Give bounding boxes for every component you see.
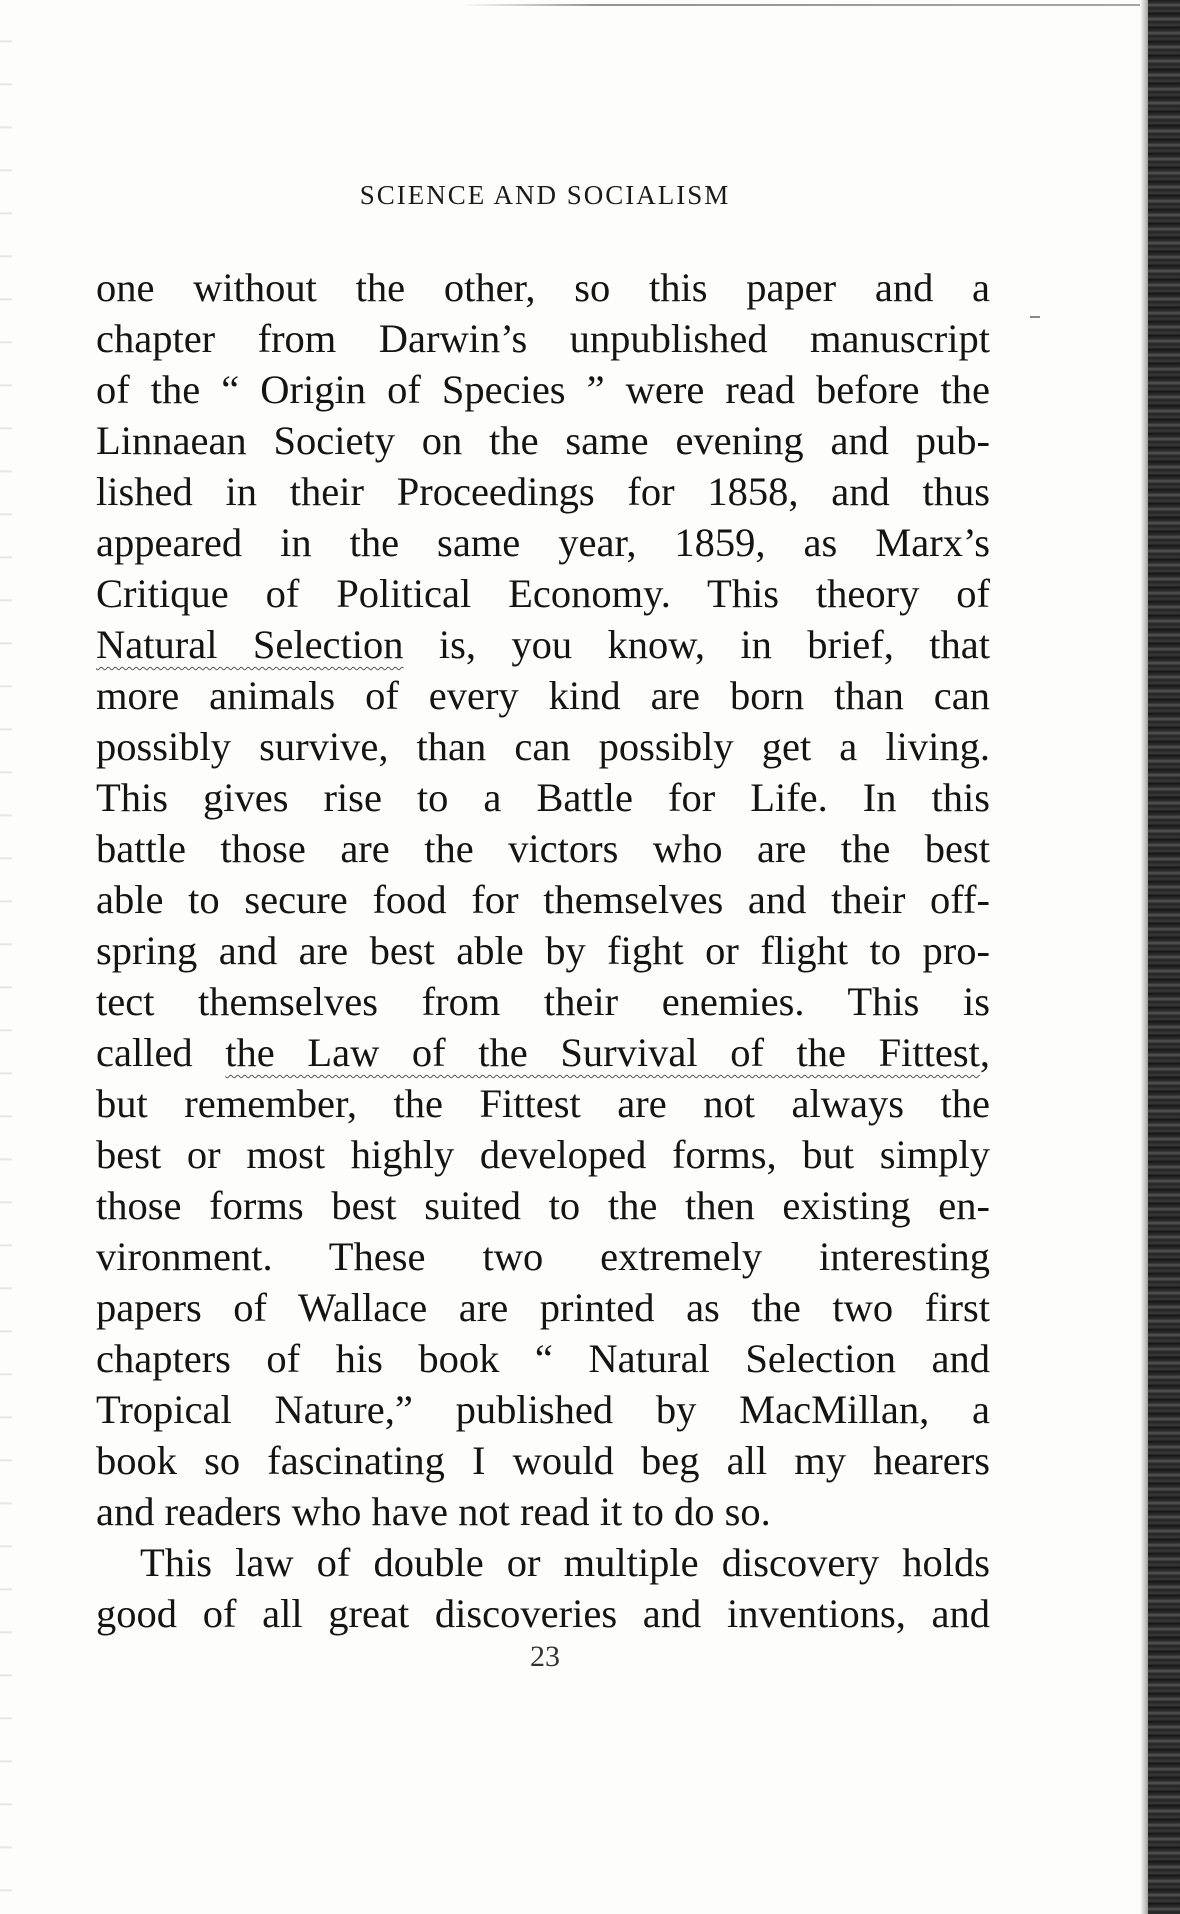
text-line: appeared in the same year, 1859, as Marx’s <box>96 520 990 565</box>
text-line: Critique of Political Economy. This theory of <box>96 571 990 616</box>
text-line: Tropical Nature,” published by MacMillan, a <box>96 1387 990 1432</box>
text-line: more animals of every kind are born than can <box>96 673 990 718</box>
text-line: and readers who have not read it to do so. <box>96 1489 771 1534</box>
text-line: Linnaean Society on the same evening and pub- <box>96 418 990 463</box>
text-line: possibly survive, than can possibly get a living. <box>96 724 990 769</box>
text-line: good of all great discoveries and inventions, and <box>96 1591 990 1636</box>
body-text <box>96 262 990 1639</box>
text-line: chapter from Darwin’s unpublished manuscript <box>96 316 990 361</box>
text-line: best or most highly developed forms, but simply <box>96 1132 990 1177</box>
text-line: able to secure food for themselves and their off- <box>96 877 990 922</box>
text-line: one without the other, so this paper and a <box>96 265 990 310</box>
text-line-annotated-survival-of-fittest: called the Law of the Survival of the Fittest, <box>96 1030 991 1075</box>
text-line: lished in their Proceedings for 1858, and thus <box>96 469 990 514</box>
left-margin-speckle <box>0 0 12 1914</box>
text-line: chapters of his book “ Natural Selection and <box>96 1336 990 1381</box>
margin-pencil-mark <box>1030 316 1040 318</box>
text-line: those forms best suited to the then existing en- <box>96 1183 990 1228</box>
text-line: tect themselves from their enemies. This is <box>96 979 990 1024</box>
pencil-underline: Natural Selection <box>96 622 404 667</box>
text-line: but remember, the Fittest are not always the <box>96 1081 990 1126</box>
text-line: This gives rise to a Battle for Life. In this <box>96 775 990 820</box>
text-line: papers of Wallace are printed as the two first <box>96 1285 990 1330</box>
running-head: SCIENCE AND SOCIALISM <box>359 180 731 210</box>
text-line: battle those are the victors who are the best <box>96 826 990 871</box>
text-line: of the “ Origin of Species ” were read before the <box>96 367 990 412</box>
text-line-annotated-natural-selection: Natural Selection is, you know, in brief, that <box>96 622 990 667</box>
pencil-underline: the Law of the Survival of the Fittest <box>225 1030 980 1075</box>
text-line: spring and are best able by fight or flight to pro- <box>96 928 990 973</box>
text-line: book so fascinating I would beg all my hearers <box>96 1438 990 1483</box>
text-line-paragraph-start: This law of double or multiple discovery holds <box>140 1540 990 1585</box>
text-line: vironment. These two extremely interesting <box>96 1234 990 1279</box>
top-edge-rule <box>460 4 1140 6</box>
page-number: 23 <box>530 1640 560 1673</box>
binding-edge <box>1148 0 1180 1914</box>
